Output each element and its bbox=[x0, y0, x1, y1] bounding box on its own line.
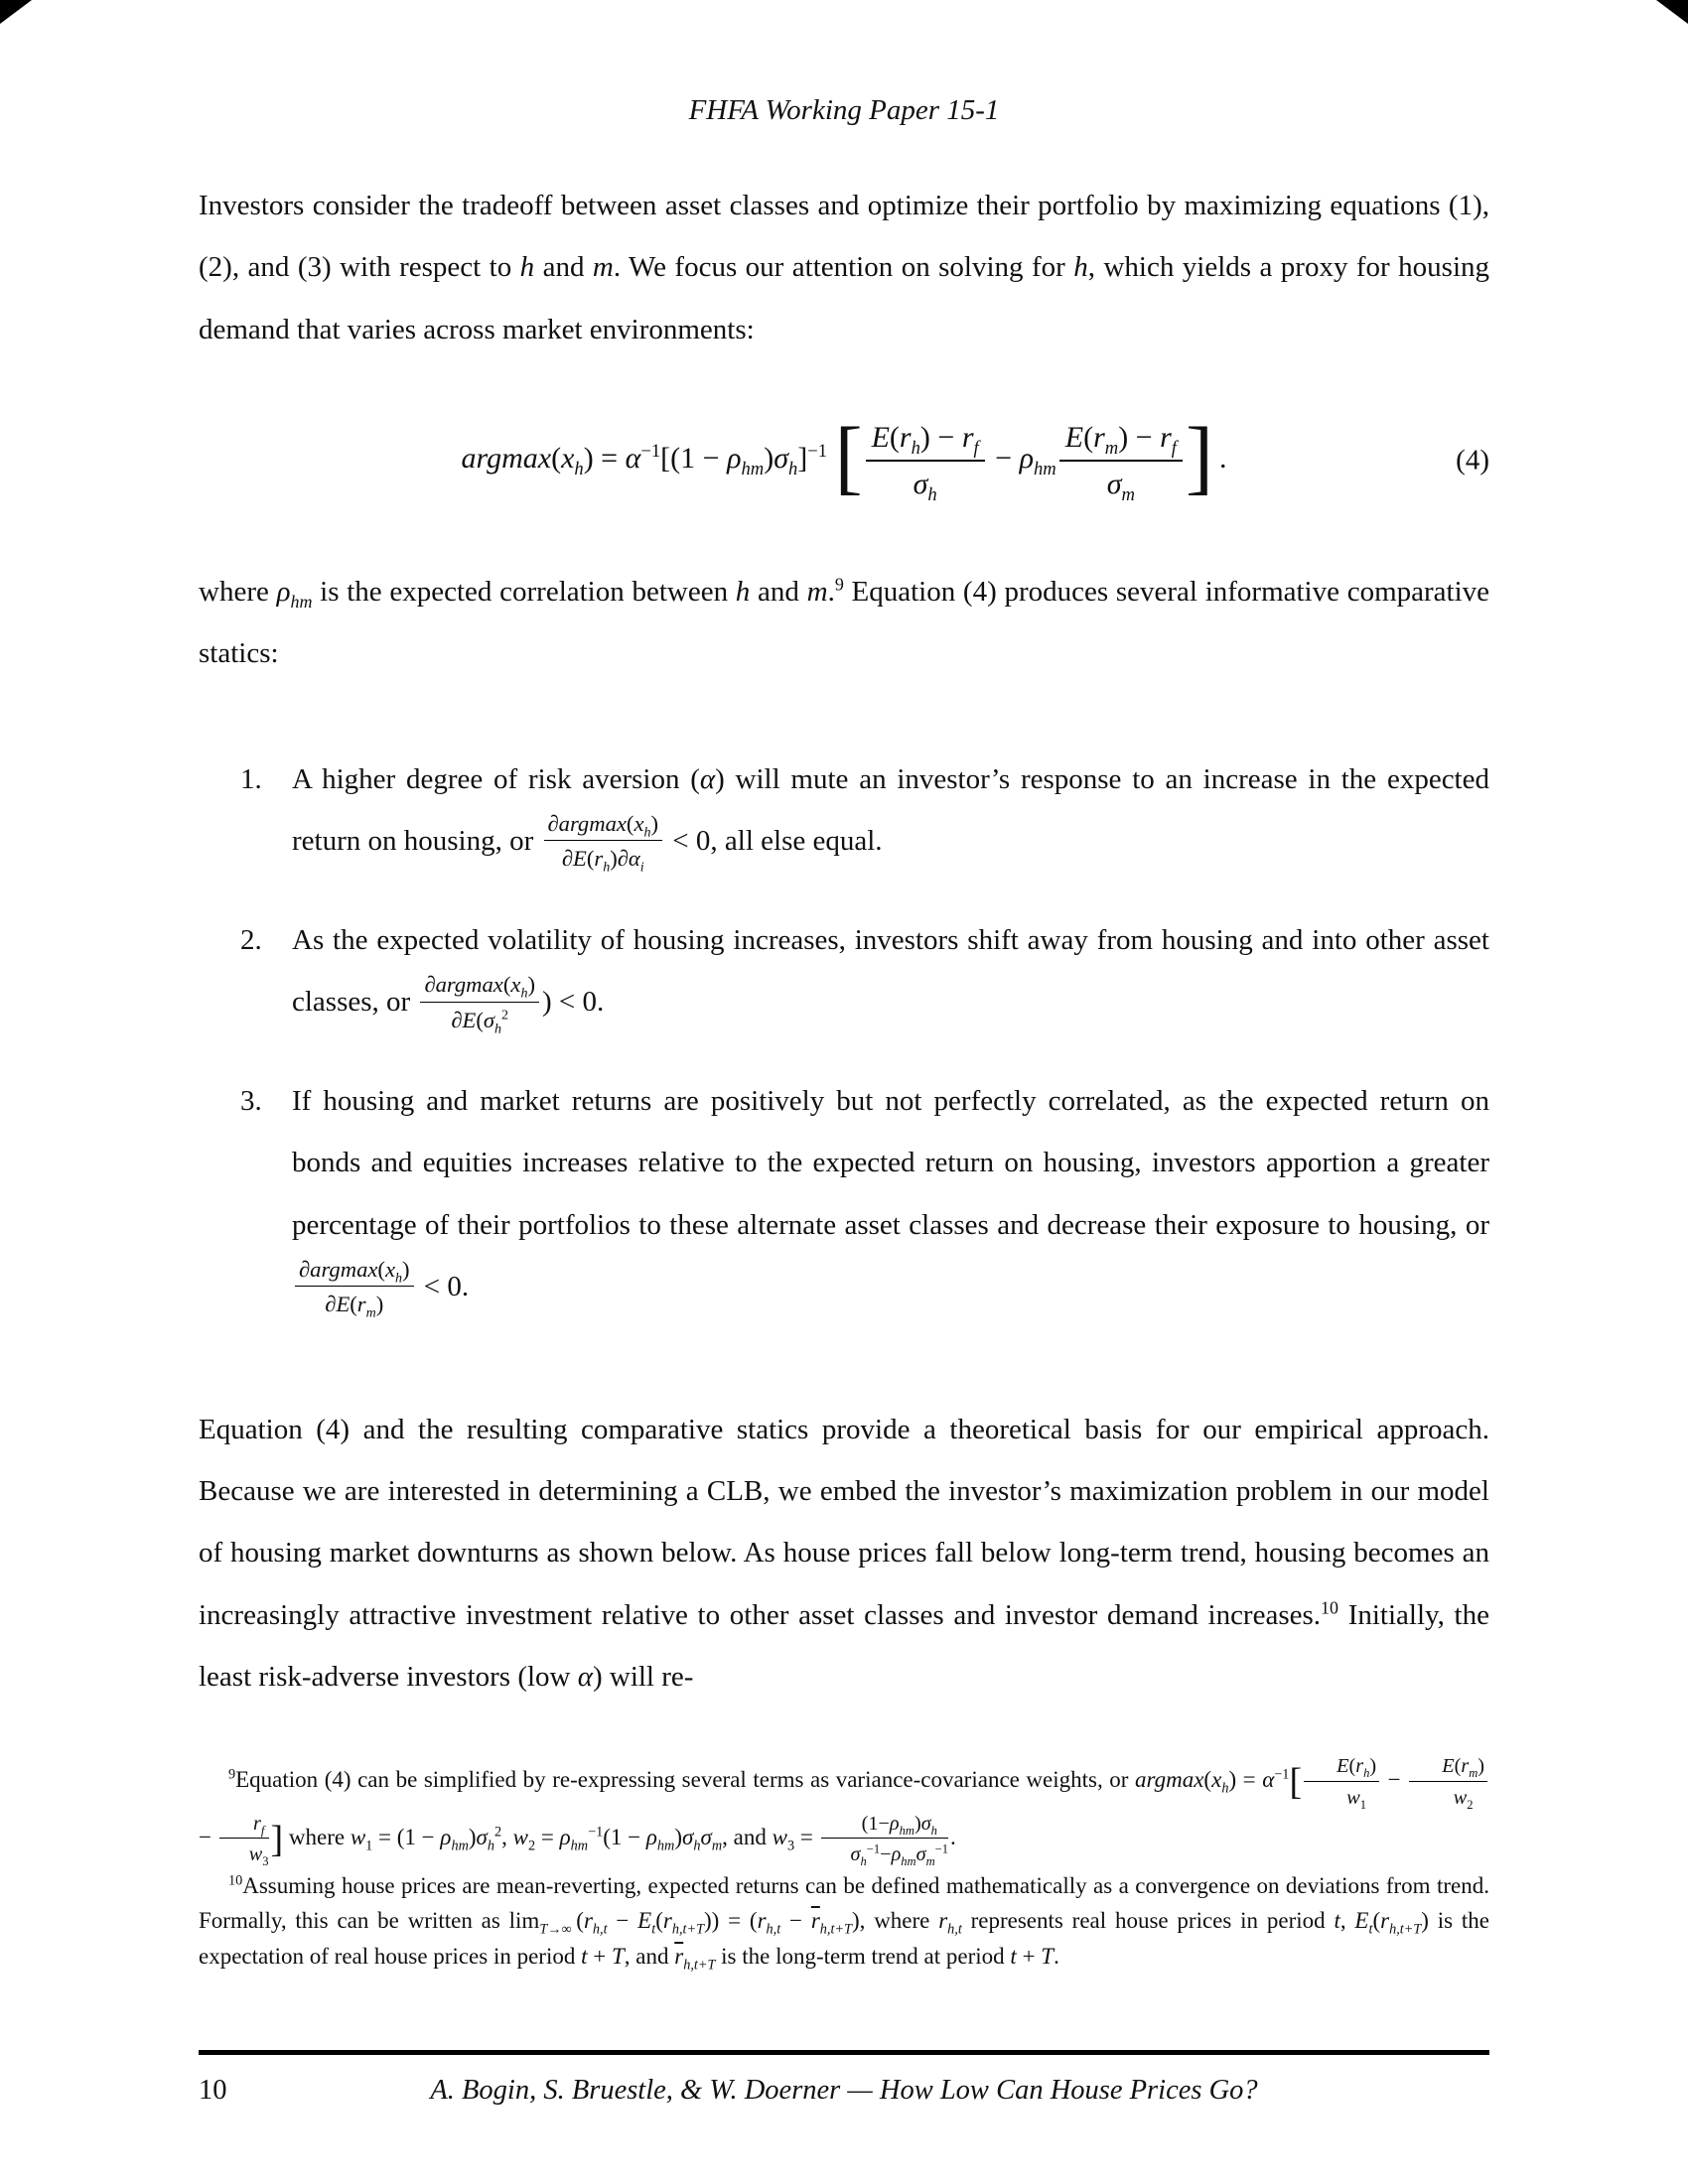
list-item-2 bbox=[240, 909, 1489, 1036]
footer-citation: A. Bogin, S. Bruestle, & W. Doerner — How Low Can House Prices Go? bbox=[430, 2075, 1258, 2106]
footer-row bbox=[199, 2075, 1489, 2115]
list-item-1-text: A higher degree of risk aversion (α) will mute an investor’s response to an increase in the expected return on housing, or $\frac{\partial argmax(x_h)}{\partial E(r_h)\partial\alpha_i}$ < 0, all else equal. bbox=[292, 762, 1489, 876]
footnotes-block bbox=[199, 1753, 1489, 1974]
scan-corner-top-right bbox=[1656, 0, 1688, 24]
equation-4 bbox=[199, 406, 1489, 515]
scan-corner-top-left bbox=[0, 0, 32, 24]
running-header: FHFA Working Paper 15-1 bbox=[688, 94, 1000, 126]
footnote-9: $^9$Equation (4) can be simplified by re-expressing several terms as variance-covariance weights, or $argmax(x_h) = \alpha^{-1}$[ $\frac{E(r_h)}{w_1}$ − $\frac{E(r_m)}{w_2}$ − $\frac{r_f}{w_3}$ ] where $w_1 = (1 - \rho_{hm})\sigma_h^2$, $w_2 = \rho_{hm}^{-1}(1 - \rho_{hm})\sigma_h\sigma_m$, and $w_3$ = $\frac{(1-\rho_{hm})\sigma_h}{\sigma_h^{-1}-\rho_{hm}\sigma_m^{-1}}$ . bbox=[199, 1753, 1489, 1867]
list-item-3-text: If housing and market returns are positively but not perfectly correlated, as the expected return on bonds and equities increases relative to the expected return on housing, investors apportion a greater percentage of their portfolios to these alternate asset classes and decrease their exposure to housing, or $\frac{\partial argmax(x_h)}{\partial E(r_m)}$ < 0. bbox=[292, 1084, 1489, 1321]
page-footer bbox=[199, 2050, 1489, 2115]
list-item-2-number: 2. bbox=[240, 923, 262, 956]
list-item-3 bbox=[240, 1070, 1489, 1321]
equation-4-number: (4) bbox=[1456, 444, 1489, 477]
paragraph-conclusion: Equation (4) and the resulting comparative statics provide a theoretical basis for our empirical approach. Because we are interested in determining a CLB, we embed the investor’s maximization problem in our model of housing market downturns as shown below. As house prices fall below long-term trend, housing becomes an increasingly attractive investment relative to other asset classes and investor demand increases.$^{10}$ Initially, the least risk-adverse investors (low α) will re- bbox=[199, 1413, 1489, 1694]
list-item-1 bbox=[240, 749, 1489, 876]
paragraph-intro: Investors consider the tradeoff between asset classes and optimize their portfolio by maximizing equations (1), (2), and (3) with respect to h and m. We focus our attention on solving for h, which yields a proxy for housing demand that varies across market environments: bbox=[199, 190, 1489, 345]
footer-rule bbox=[199, 2050, 1489, 2055]
paragraph-where: where $\rho_{hm}$ is the expected correlation between h and m.$^9$ Equation (4) produces several informative comparative statics: bbox=[199, 574, 1490, 670]
list-item-1-number: 1. bbox=[240, 762, 262, 795]
list-item-2-text: As the expected volatility of housing increases, investors shift away from housing and into other asset classes, or $\frac{\partial argmax(x_h)}{\partial E(\sigma_h^2}$ ) < 0. bbox=[292, 923, 1489, 1037]
footnote-10: $^{10}$Assuming house prices are mean-reverting, expected returns can be defined mathematically as a convergence on deviations from trend. Formally, this can be written as $\lim_{T\to\infty} (r_{h,t} - E_t(r_{h,t+T})) = (r_{h,t} - \overline{r}_{h,t+T})$, where $r_{h,t}$ represents real house prices in period t, $E_t(r_{h,t+T})$ is the expectation of real house prices in period t + T, and $\overline{r}_{h,t+T}$ is the long-term trend at period t + T. bbox=[199, 1871, 1489, 1974]
page-number: 10 bbox=[199, 2075, 227, 2106]
equation-4-expression: $argmax(x_h) = \alpha^{-1}[(1 - \rho_{hm})\sigma_h]^{-1}$ [ $\frac{E(r_h) - r_f}{\sigma_h}$ − $\rho_{hm}$ $\frac{E(r_m) - r_f}{\sigma_m}$ ] . bbox=[461, 411, 1227, 506]
list-item-3-number: 3. bbox=[240, 1084, 262, 1117]
comparative-statics-list bbox=[199, 749, 1489, 1321]
